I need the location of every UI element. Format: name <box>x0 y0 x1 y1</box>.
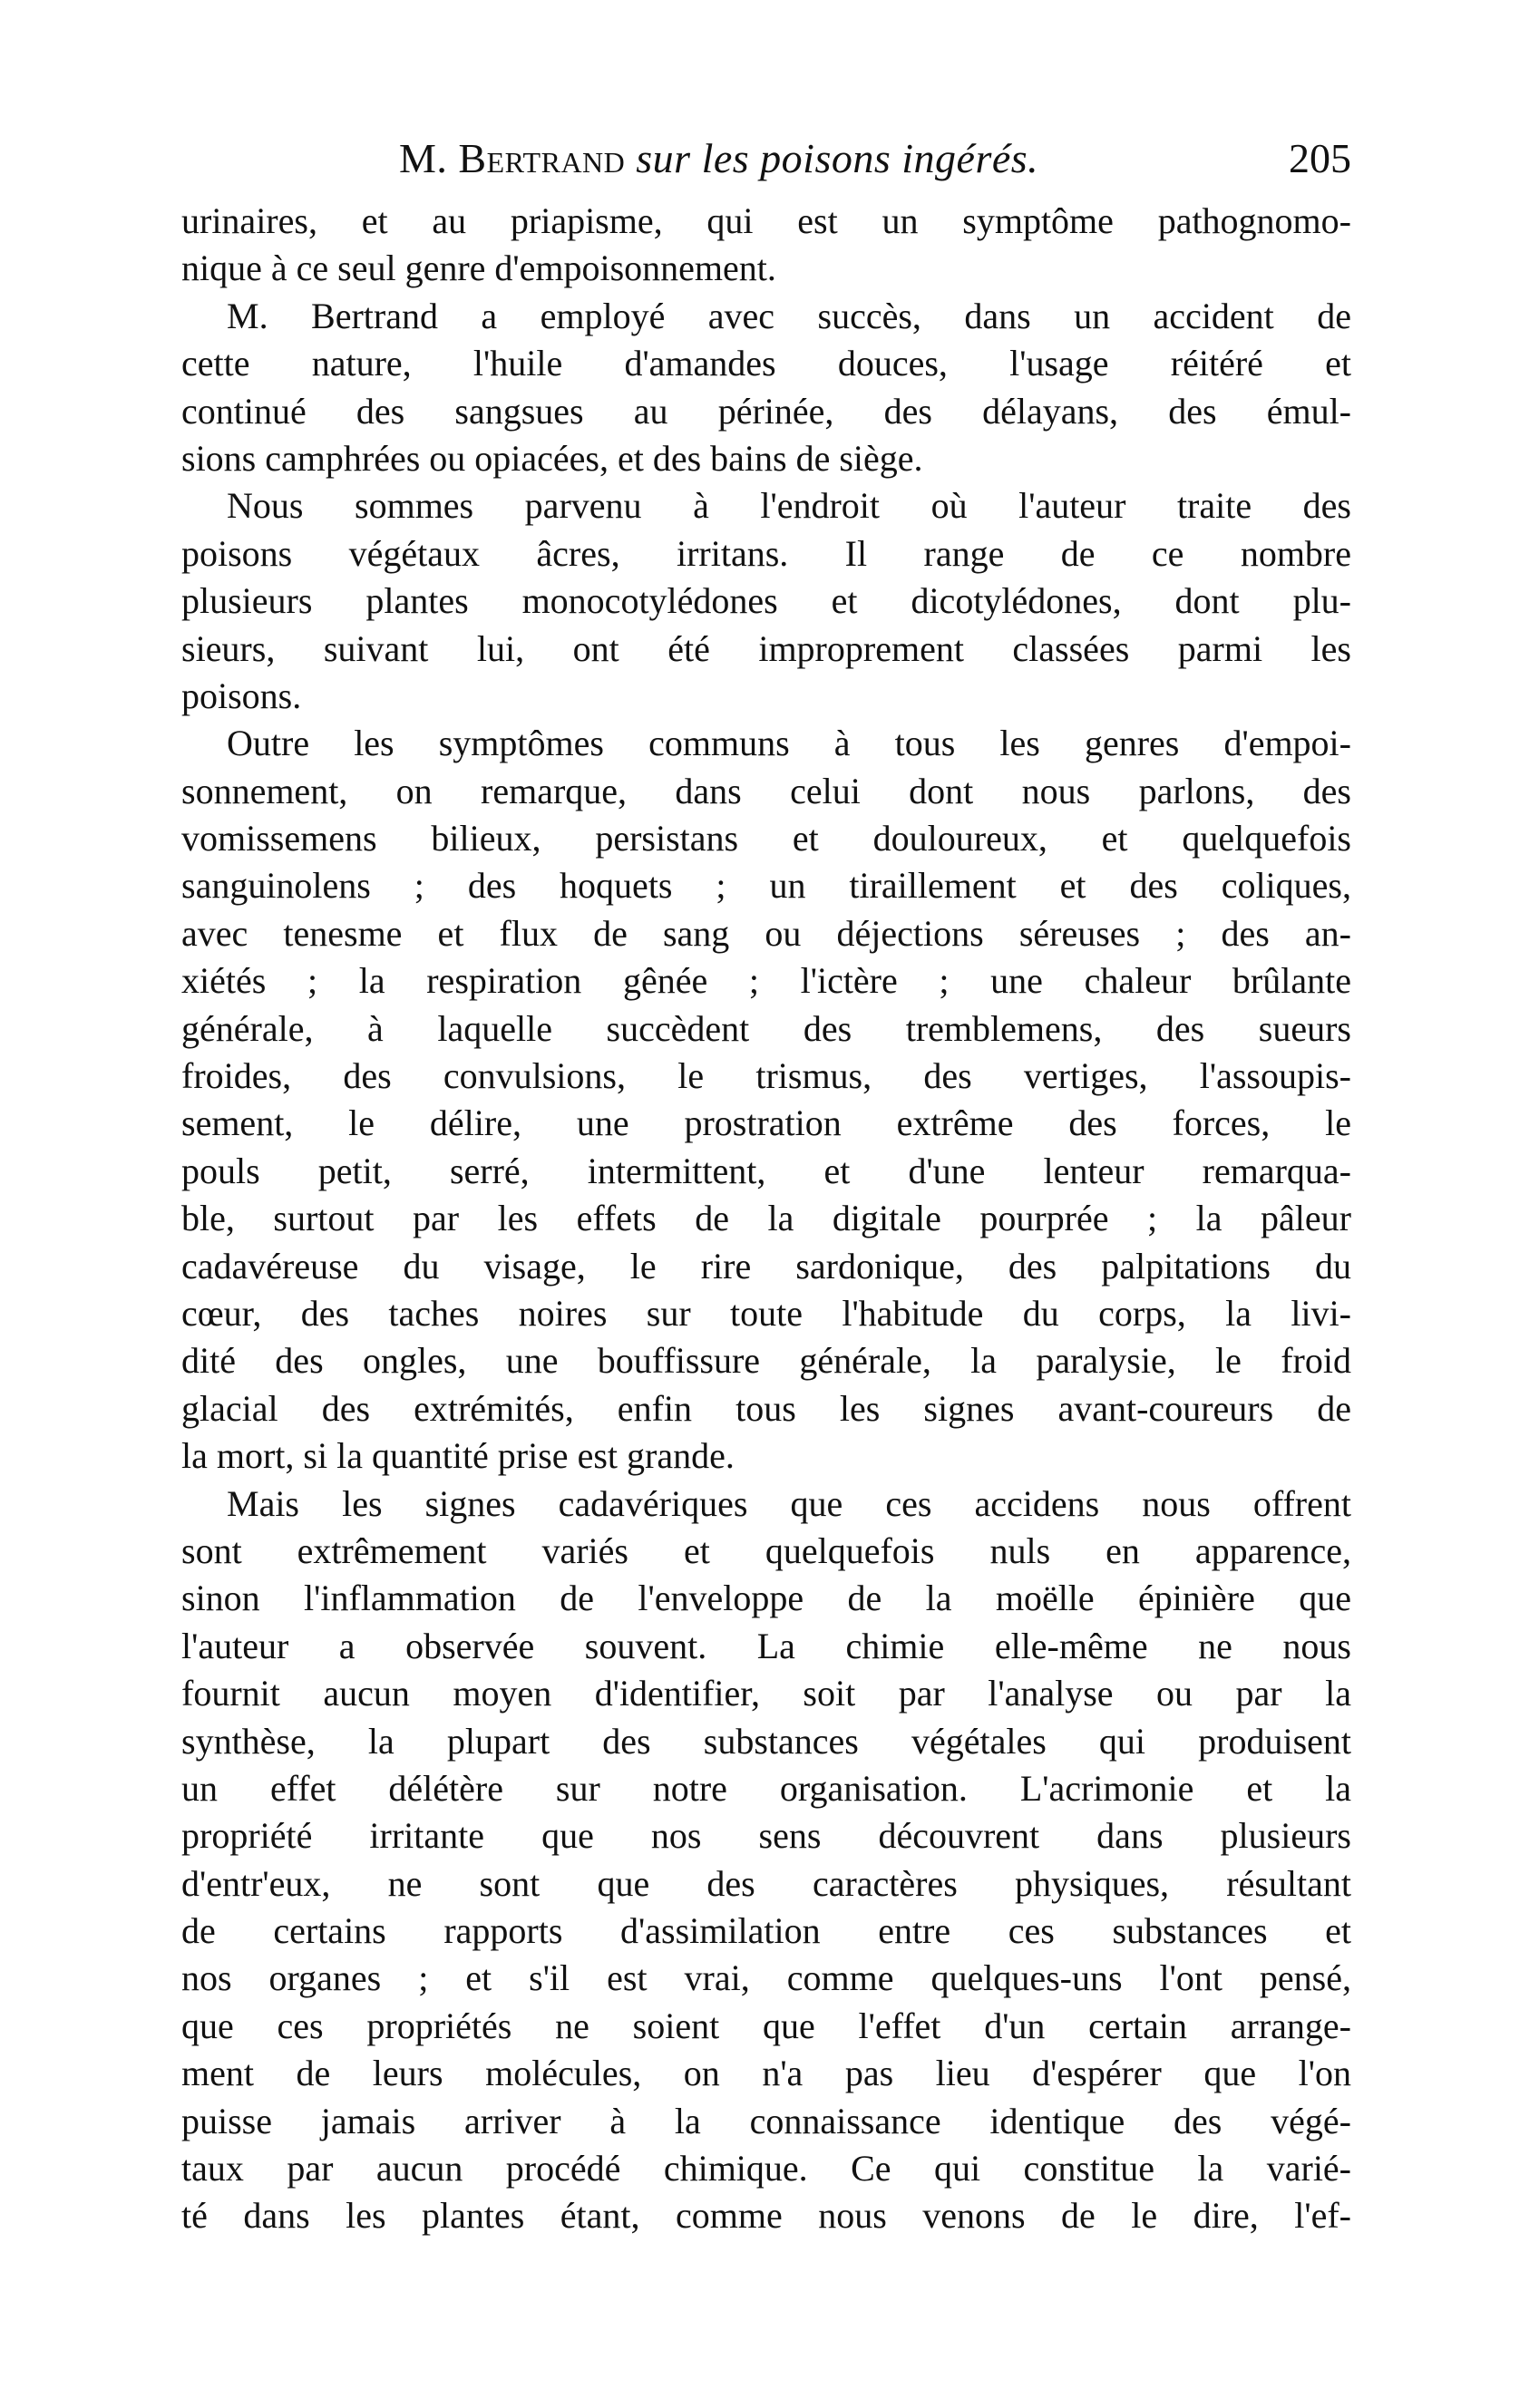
text-line: taux par aucun procédé chimique. Ce qui constitue la varié- <box>181 2148 1351 2190</box>
text-line: sinon l'inflammation de l'enveloppe de la moëlle épinière que <box>181 1578 1351 1619</box>
text-line: générale, à laquelle succèdent des tremblemens, des sueurs <box>181 1007 1351 1049</box>
text-line: cadavéreuse du visage, le rire sardonique, des palpitations du <box>181 1245 1351 1287</box>
text-line: ble, surtout par les effets de la digitale pourprée ; la pâleur <box>181 1198 1351 1239</box>
text-line: nos organes ; et s'il est vrai, comme quelques-uns l'ont pensé, <box>181 1957 1351 1999</box>
text-line: sions camphrées ou opiacées, et des bains de siège. <box>181 437 923 479</box>
text-line: sanguinolens ; des hoquets ; un tiraillement et des coliques, <box>181 865 1351 907</box>
author-initial: M. <box>399 135 448 181</box>
text-line: froides, des convulsions, le trismus, des vertiges, l'assoupis- <box>181 1055 1351 1097</box>
text-line: sement, le délire, une prostration extrême des forces, le <box>181 1102 1351 1144</box>
text-line: té dans les plantes étant, comme nous venons de le dire, l'ef- <box>181 2195 1351 2237</box>
author-name: Bertrand <box>458 135 626 181</box>
page-number: 205 <box>1289 135 1351 181</box>
text-line: plusieurs plantes monocotylédones et dicotylédones, dont plu- <box>181 580 1351 622</box>
text-line: puisse jamais arriver à la connaissance identique des végé- <box>181 2100 1351 2141</box>
text-line: d'entr'eux, ne sont que des caractères physiques, résultant <box>181 1862 1351 1904</box>
text-line: cœur, des taches noires sur toute l'habitude du corps, la livi- <box>181 1292 1351 1334</box>
text-line: dité des ongles, une bouffissure générale, la paralysie, le froid <box>181 1340 1351 1382</box>
text-line: fournit aucun moyen d'identifier, soit par l'analyse ou par la <box>181 1673 1351 1714</box>
text-line: avec tenesme et flux de sang ou déjections séreuses ; des an- <box>181 912 1351 954</box>
text-line: ment de leurs molécules, on n'a pas lieu d'espérer que l'on <box>181 2053 1351 2094</box>
text-line: un effet délétère sur notre organisation. L'acrimonie et la <box>181 1767 1351 1809</box>
text-line: Outre les symptômes communs à tous les genres d'empoi- <box>227 723 1351 764</box>
text-line: urinaires, et au priapisme, qui est un symptôme pathognomo- <box>181 200 1351 241</box>
running-title <box>399 127 1038 190</box>
running-title-italic: sur les poisons ingérés. <box>636 135 1039 181</box>
text-line: pouls petit, serré, intermittent, et d'une lenteur remarqua- <box>181 1150 1351 1191</box>
text-line: propriété irritante que nos sens découvrent dans plusieurs <box>181 1815 1351 1857</box>
text-line: l'auteur a observée souvent. La chimie elle-même ne nous <box>181 1625 1351 1666</box>
text-line: synthèse, la plupart des substances végétales qui produisent <box>181 1720 1351 1762</box>
text-line: Mais les signes cadavériques que ces accidens nous offrent <box>227 1482 1351 1524</box>
text-line: cette nature, l'huile d'amandes douces, l'usage réitéré et <box>181 343 1351 384</box>
body-text <box>181 198 1351 2240</box>
text-line: Nous sommes parvenu à l'endroit où l'auteur traite des <box>227 485 1351 527</box>
text-line: que ces propriétés ne soient que l'effet d'un certain arrange- <box>181 2005 1351 2046</box>
text-line: de certains rapports d'assimilation entre ces substances et <box>181 1910 1351 1952</box>
text-line: nique à ce seul genre d'empoisonnement. <box>181 248 776 289</box>
text-line: vomissemens bilieux, persistans et douloureux, et quelquefois <box>181 818 1351 859</box>
text-line: poisons végétaux âcres, irritans. Il range de ce nombre <box>181 532 1351 574</box>
running-head <box>181 127 1351 190</box>
text-line: sont extrêmement variés et quelquefois nuls en apparence, <box>181 1529 1351 1571</box>
text-line: xiétés ; la respiration gênée ; l'ictère ; une chaleur brûlante <box>181 960 1351 1002</box>
text-line: sieurs, suivant lui, ont été improprement classées parmi les <box>181 627 1351 669</box>
text-line: sonnement, on remarque, dans celui dont nous parlons, des <box>181 770 1351 811</box>
text-line: continué des sangsues au périnée, des délayans, des émul- <box>181 390 1351 432</box>
text-line: poisons. <box>181 675 302 716</box>
text-line: glacial des extrémités, enfin tous les signes avant-coureurs de <box>181 1387 1351 1429</box>
text-line: la mort, si la quantité prise est grande. <box>181 1435 735 1477</box>
text-line: M. Bertrand a employé avec succès, dans un accident de <box>227 295 1351 336</box>
